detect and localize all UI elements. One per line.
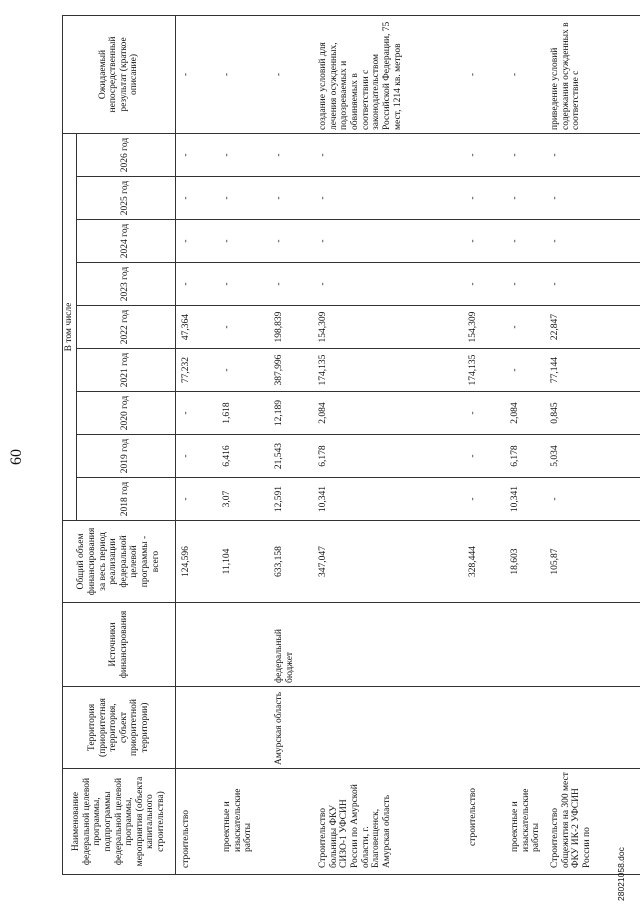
cell-year-value: - bbox=[175, 392, 221, 435]
cell-year-value: - bbox=[549, 478, 640, 521]
cell-source bbox=[509, 603, 549, 687]
cell-year-value: - bbox=[549, 177, 640, 220]
cell-name: Строительство больницы ФКУ СИЗО-1 УФСИН России по Амурской области, г. Благовещенск, Амурская область bbox=[317, 769, 467, 875]
header-year: 2025 год bbox=[76, 177, 175, 220]
cell-year-value: 6,178 bbox=[509, 435, 549, 478]
table-row bbox=[175, 16, 221, 875]
cell-year-value: - bbox=[175, 263, 221, 306]
cell-year-value: 387,996 bbox=[273, 349, 317, 392]
cell-year-value: - bbox=[509, 349, 549, 392]
cell-year-value: 154,309 bbox=[467, 306, 509, 349]
cell-year-value: - bbox=[509, 263, 549, 306]
cell-year-value: 6,178 bbox=[317, 435, 467, 478]
cell-year-value: 3,07 bbox=[221, 478, 273, 521]
cell-year-value: 154,309 bbox=[317, 306, 467, 349]
cell-result: - bbox=[467, 16, 509, 134]
cell-year-value: 1,618 bbox=[221, 392, 273, 435]
cell-territory bbox=[221, 687, 273, 769]
cell-year-value: 10,341 bbox=[317, 478, 467, 521]
cell-territory bbox=[549, 687, 640, 769]
cell-result: приведение условий содержания осужденных в соответствие с bbox=[549, 16, 640, 134]
cell-name: строительство bbox=[175, 769, 221, 875]
cell-year-value: 21,543 bbox=[273, 435, 317, 478]
cell-source bbox=[317, 603, 467, 687]
cell-year-value: 47,364 bbox=[175, 306, 221, 349]
header-year: 2020 год bbox=[76, 392, 175, 435]
header-year: 2021 год bbox=[76, 349, 175, 392]
cell-year-value: - bbox=[509, 134, 549, 177]
cell-year-value: - bbox=[221, 349, 273, 392]
cell-year-value: - bbox=[467, 263, 509, 306]
cell-year-value: - bbox=[467, 435, 509, 478]
cell-name bbox=[273, 769, 317, 875]
cell-year-value: - bbox=[273, 134, 317, 177]
cell-year-value: 198,839 bbox=[273, 306, 317, 349]
cell-name: проектные и изыскательские работы bbox=[509, 769, 549, 875]
cell-year-value: - bbox=[317, 220, 467, 263]
cell-territory bbox=[317, 687, 467, 769]
cell-year-value: - bbox=[175, 478, 221, 521]
cell-name: проектные и изыскательские работы bbox=[221, 769, 273, 875]
cell-year-value: - bbox=[467, 220, 509, 263]
cell-year-value: - bbox=[509, 177, 549, 220]
cell-year-value: - bbox=[549, 263, 640, 306]
cell-year-value: 12,591 bbox=[273, 478, 317, 521]
table-row bbox=[317, 16, 467, 875]
cell-name: Строительство общежития на 300 мест ФКУ ИК-2 УФСИН России по bbox=[549, 769, 640, 875]
table-row bbox=[467, 16, 509, 875]
cell-source: федеральный бюджет bbox=[273, 603, 317, 687]
cell-year-value: 174,135 bbox=[467, 349, 509, 392]
cell-year-value: - bbox=[221, 220, 273, 263]
header-sources: Источники финансирования bbox=[63, 603, 176, 687]
header-in-that-number: В том числе bbox=[63, 134, 77, 521]
cell-territory: Амурская область bbox=[273, 687, 317, 769]
cell-year-value: 174,135 bbox=[317, 349, 467, 392]
header-year: 2023 год bbox=[76, 263, 175, 306]
cell-total: 633,158 bbox=[273, 521, 317, 603]
cell-territory bbox=[175, 687, 221, 769]
cell-year-value: - bbox=[317, 177, 467, 220]
cell-year-value: - bbox=[175, 177, 221, 220]
table-row bbox=[509, 16, 549, 875]
cell-total: 105,87 bbox=[549, 521, 640, 603]
header-year: 2026 год bbox=[76, 134, 175, 177]
cell-year-value: 12,189 bbox=[273, 392, 317, 435]
cell-year-value: 77,232 bbox=[175, 349, 221, 392]
cell-year-value: - bbox=[467, 134, 509, 177]
cell-year-value: - bbox=[175, 134, 221, 177]
cell-year-value: 0,845 bbox=[549, 392, 640, 435]
cell-year-value: - bbox=[317, 134, 467, 177]
header-year: 2022 год bbox=[76, 306, 175, 349]
financing-table bbox=[62, 15, 640, 875]
cell-result: - bbox=[273, 16, 317, 134]
header-result: Ожидаемый непосредственный результат (краткое описание) bbox=[63, 16, 176, 134]
page-number: 60 bbox=[8, 449, 25, 465]
header-territory: Территория (приоритетная территория, субъект приоритетной территории) bbox=[63, 687, 176, 769]
cell-year-value: - bbox=[549, 220, 640, 263]
cell-source bbox=[221, 603, 273, 687]
cell-total: 347,047 bbox=[317, 521, 467, 603]
cell-year-value: - bbox=[509, 306, 549, 349]
cell-year-value: - bbox=[467, 392, 509, 435]
table-row bbox=[273, 16, 317, 875]
document-id: 28021058.doc bbox=[616, 847, 626, 901]
cell-year-value: - bbox=[467, 478, 509, 521]
cell-total: 124,596 bbox=[175, 521, 221, 603]
cell-total: 18,603 bbox=[509, 521, 549, 603]
header-year: 2019 год bbox=[76, 435, 175, 478]
cell-year-value: - bbox=[221, 263, 273, 306]
cell-year-value: - bbox=[273, 263, 317, 306]
cell-result: создание условий для лечения осужденных, подозреваемых и обвиняемых в соответствии с законодательством Российской Федерации, 75 мест, 1214 кв. метров bbox=[317, 16, 467, 134]
cell-year-value: - bbox=[549, 134, 640, 177]
cell-year-value: - bbox=[221, 177, 273, 220]
cell-total: 11,104 bbox=[221, 521, 273, 603]
cell-source bbox=[467, 603, 509, 687]
cell-year-value: 10,341 bbox=[509, 478, 549, 521]
header-year: 2018 год bbox=[76, 478, 175, 521]
cell-result: - bbox=[509, 16, 549, 134]
cell-year-value: - bbox=[509, 220, 549, 263]
cell-name: строительство bbox=[467, 769, 509, 875]
cell-territory bbox=[467, 687, 509, 769]
cell-year-value: 2,084 bbox=[317, 392, 467, 435]
table-row bbox=[549, 16, 640, 875]
cell-year-value: 2,084 bbox=[509, 392, 549, 435]
cell-year-value: 22,847 bbox=[549, 306, 640, 349]
header-year: 2024 год bbox=[76, 220, 175, 263]
cell-year-value: - bbox=[175, 435, 221, 478]
cell-year-value: - bbox=[221, 306, 273, 349]
cell-year-value: 6,416 bbox=[221, 435, 273, 478]
table-row bbox=[221, 16, 273, 875]
cell-year-value: 5,034 bbox=[549, 435, 640, 478]
cell-year-value: - bbox=[273, 177, 317, 220]
cell-source bbox=[549, 603, 640, 687]
header-total: Общий объем финансирования за весь период реализации федеральной целевой программы - всего bbox=[63, 521, 176, 603]
cell-year-value: - bbox=[317, 263, 467, 306]
cell-year-value: - bbox=[221, 134, 273, 177]
cell-year-value: - bbox=[175, 220, 221, 263]
cell-total: 328,444 bbox=[467, 521, 509, 603]
header-name: Наименование федеральной целевой программы, подпрограммы федеральной целевой программы, мероприятия (объекта капитального строительства) bbox=[63, 769, 176, 875]
cell-source bbox=[175, 603, 221, 687]
cell-year-value: 77,144 bbox=[549, 349, 640, 392]
cell-territory bbox=[509, 687, 549, 769]
cell-year-value: - bbox=[467, 177, 509, 220]
cell-result: - bbox=[175, 16, 221, 134]
cell-result: - bbox=[221, 16, 273, 134]
cell-year-value: - bbox=[273, 220, 317, 263]
